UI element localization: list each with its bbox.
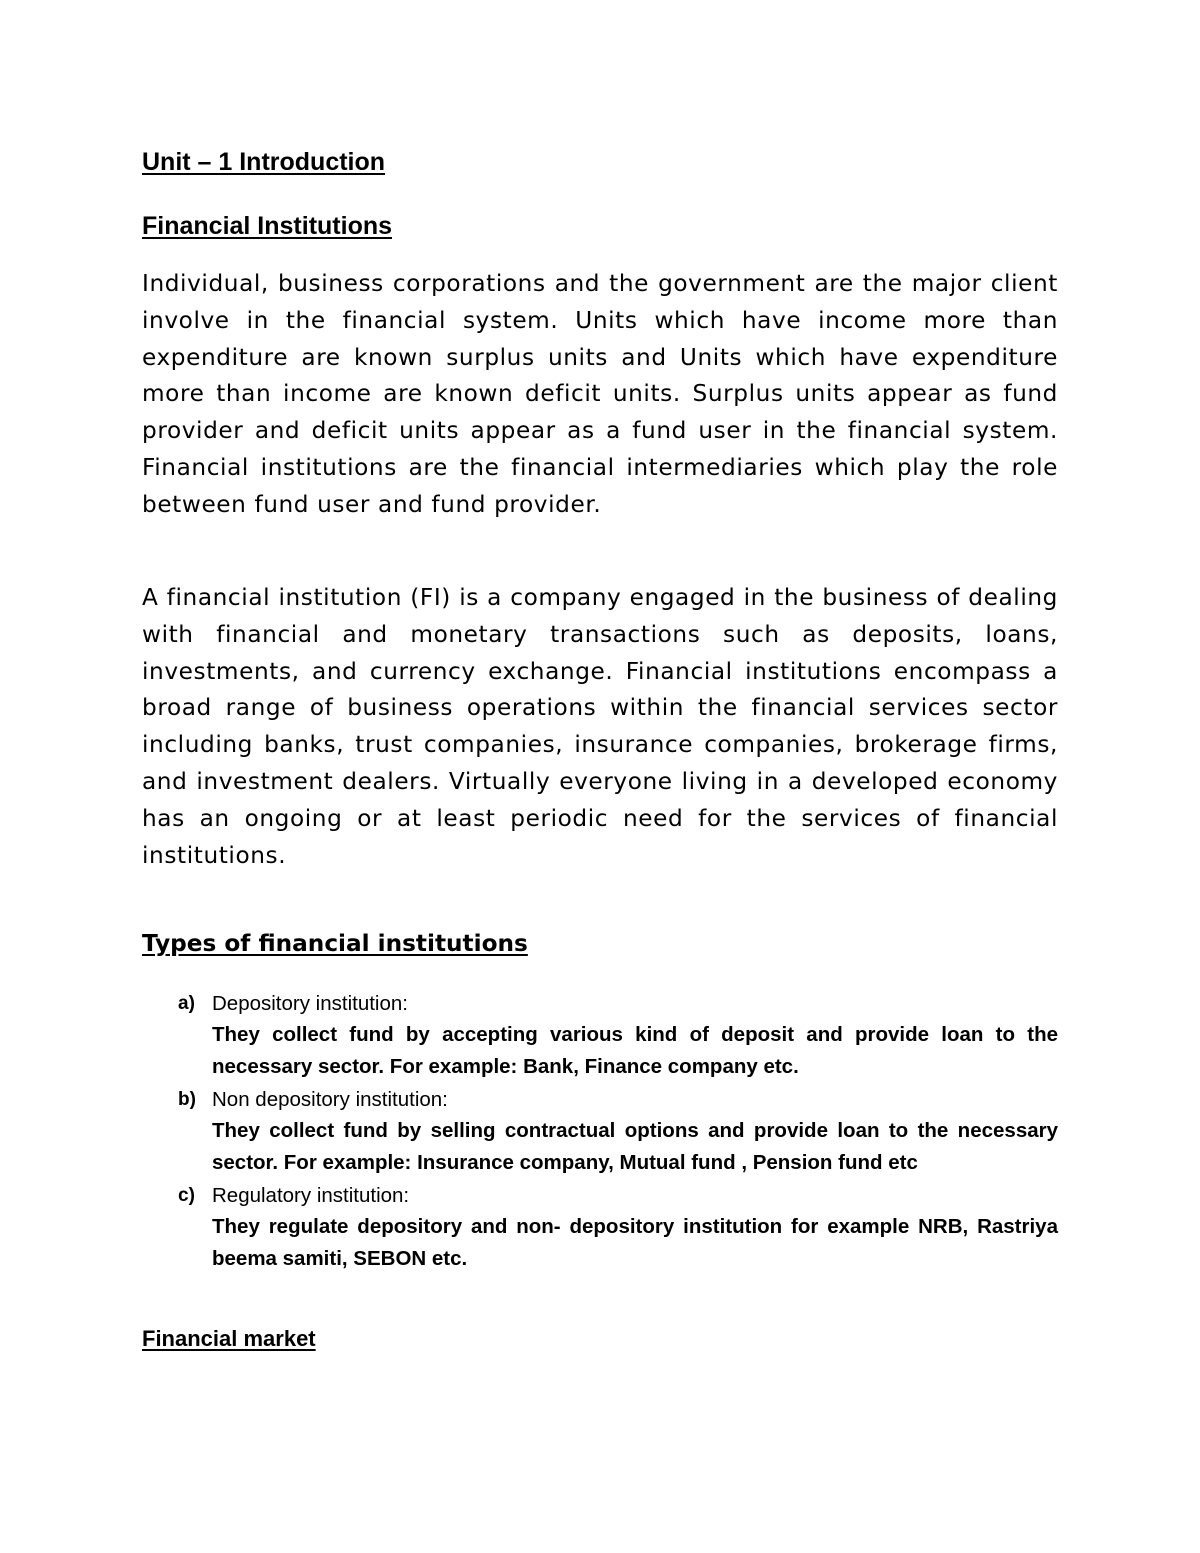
type-name: Depository institution: xyxy=(212,992,408,1015)
type-description: They regulate depository and non- depository institution for example NRB, Rastriya beema samiti, SEBON etc. xyxy=(212,1215,1058,1270)
financial-market-title: Financial market xyxy=(142,1326,316,1351)
list-item xyxy=(142,988,1058,1082)
list-item xyxy=(142,1180,1058,1274)
type-name: Regulatory institution: xyxy=(212,1184,410,1207)
type-name: Non depository institution: xyxy=(212,1088,448,1111)
unit-title: Unit – 1 Introduction xyxy=(142,148,386,176)
types-list xyxy=(142,988,1058,1276)
list-marker: a) xyxy=(178,993,195,1014)
type-description: They collect fund by accepting various kind of deposit and provide loan to the necessary sector. For example: Bank, Finance company etc. xyxy=(212,1023,1058,1078)
types-title: Types of financial institutions xyxy=(142,930,528,957)
list-marker: b) xyxy=(178,1089,196,1110)
intro-paragraph: Individual, business corporations and the government are the major client involve in the financial system. Units which have income more than expenditure are known surplus units and Units which have expenditure more than income are known deficit units. Surplus units appear as fund provider and deficit units appear as a fund user in the financial system. Financial institutions are the financial intermediaries which play the role between fund user and fund provider. xyxy=(142,270,1058,518)
type-description: They collect fund by selling contractual options and provide loan to the necessary sector. For example: Insurance company, Mutual fund , Pension fund etc xyxy=(212,1119,1058,1174)
list-item xyxy=(142,1084,1058,1178)
definition-paragraph: A financial institution (FI) is a company engaged in the business of dealing with financial and monetary transactions such as deposits, loans, investments, and currency exchange. Financial institutions encompass a broad range of business operations within the financial services sector including banks, trust companies, insurance companies, brokerage firms, and investment dealers. Virtually everyone living in a developed economy has an ongoing or at least periodic need for the services of financial institutions. xyxy=(142,584,1058,869)
list-marker: c) xyxy=(178,1185,195,1206)
section-title: Financial Institutions xyxy=(142,212,393,240)
